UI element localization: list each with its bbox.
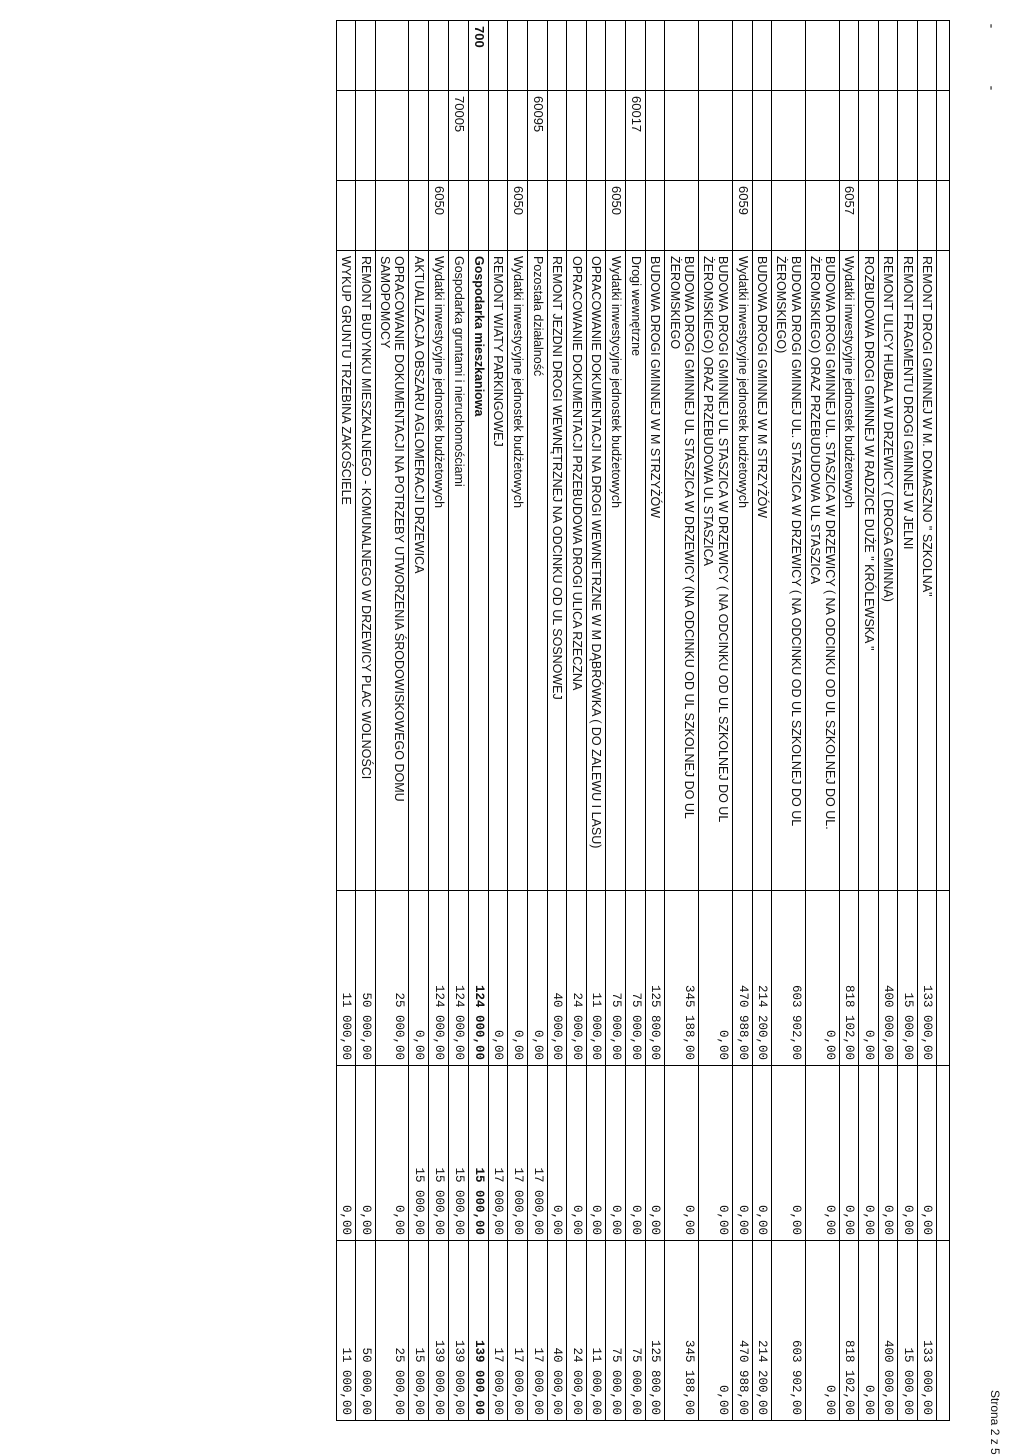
amount-after-change-cell: 603 902,00 [772,1241,806,1421]
amount-plan-cell: 125 800,00 [645,891,664,1066]
dzial-cell [772,21,806,91]
amount-change-cell [937,1066,950,1241]
description-cell: BUDOWA DROGI GMINNEJ W M STRZYŻÓW [752,251,771,891]
budget-table-container [90,20,950,1420]
amount-change-cell: 15 000,00 [448,1066,468,1241]
description-cell: Gospodarka mieszkaniowa [468,251,488,891]
amount-plan-cell: 400 000,00 [878,891,897,1066]
paragraf-cell [625,181,645,251]
amount-change-cell: 0,00 [839,1066,859,1241]
dzial-cell [805,21,839,91]
amount-plan-cell: 11 000,00 [336,891,355,1066]
rozdzial-cell [606,91,626,181]
rozdzial-cell [878,91,897,181]
amount-change-cell: 17 000,00 [527,1066,547,1241]
dzial-cell [878,21,897,91]
dzial-cell [606,21,626,91]
amount-plan-cell: 0,00 [409,891,428,1066]
rozdzial-cell [547,91,566,181]
rozdzial-cell [917,91,936,181]
rozdzial-cell [699,91,733,181]
amount-after-change-cell: 139 000,00 [428,1241,448,1421]
table-row [468,21,488,1421]
amount-change-cell: 15 000,00 [428,1066,448,1241]
rozdzial-cell [468,91,488,181]
rozdzial-cell: 60095 [527,91,547,181]
dzial-cell [527,21,547,91]
rozdzial-cell [772,91,806,181]
rozdzial-cell: 60017 [625,91,645,181]
amount-after-change-cell: 345 188,00 [665,1241,699,1421]
rozdzial-cell [645,91,664,181]
amount-after-change-cell: 0,00 [859,1241,878,1421]
dzial-cell [917,21,936,91]
amount-change-cell: 0,00 [375,1066,409,1241]
table-row [586,21,605,1421]
amount-plan-cell: 11 000,00 [586,891,605,1066]
table-row [508,21,528,1421]
paragraf-cell [375,181,409,251]
amount-plan-cell: 124 000,00 [448,891,468,1066]
rotated-page-area [90,20,950,1420]
table-row [898,21,917,1421]
amount-after-change-cell: 139 000,00 [468,1241,488,1421]
amount-change-cell: 0,00 [567,1066,586,1241]
amount-plan-cell: 603 902,00 [772,891,806,1066]
dzial-cell [752,21,771,91]
amount-after-change-cell: 470 988,00 [732,1241,752,1421]
rozdzial-cell [805,91,839,181]
amount-plan-cell: 124 000,00 [428,891,448,1066]
dzial-cell [567,21,586,91]
amount-after-change-cell: 24 000,00 [567,1241,586,1421]
rozdzial-cell [428,91,448,181]
amount-plan-cell: 24 000,00 [567,891,586,1066]
table-row [547,21,566,1421]
paragraf-cell: 6050 [508,181,528,251]
amount-change-cell: 17 000,00 [488,1066,507,1241]
dzial-cell [488,21,507,91]
amount-change-cell: 0,00 [547,1066,566,1241]
table-row [699,21,733,1421]
amount-plan-cell: 0,00 [699,891,733,1066]
description-cell: REMONT ULICY HUBALA W DRZEWICY ( DROGA GMINNA) [878,251,897,891]
table-row [606,21,626,1421]
dzial-cell [937,21,950,91]
table-body [336,21,949,1421]
amount-change-cell: 0,00 [859,1066,878,1241]
table-row [772,21,806,1421]
dzial-cell: 700 [468,21,488,91]
budget-table [336,20,950,1421]
amount-after-change-cell: 50 000,00 [356,1241,375,1421]
amount-plan-cell: 345 188,00 [665,891,699,1066]
dzial-cell [448,21,468,91]
description-cell: OPRACOWANIE DOKUMENTACJI NA POTRZEBY UTWORZENIA ŚRODOWISKOWEGO DOMU SAMOPOMOCY [375,251,409,891]
amount-plan-cell: 133 000,00 [917,891,936,1066]
description-cell: Wydatki inwestycyjne jednostek budżetowych [732,251,752,891]
dzial-cell [839,21,859,91]
table-row [336,21,355,1421]
table-row [732,21,752,1421]
table-row [937,21,950,1421]
rozdzial-cell [937,91,950,181]
amount-change-cell: 0,00 [606,1066,626,1241]
rozdzial-cell [356,91,375,181]
description-cell: ROZBUDOWA DROGI GMINNEJ W RADZICE DUŻE " KRÓLEWSKA " [859,251,878,891]
paragraf-cell: 6057 [839,181,859,251]
amount-plan-cell: 470 988,00 [732,891,752,1066]
amount-change-cell: 0,00 [805,1066,839,1241]
rozdzial-cell [586,91,605,181]
paragraf-cell [878,181,897,251]
dzial-cell [625,21,645,91]
rozdzial-cell [752,91,771,181]
rozdzial-cell [859,91,878,181]
amount-change-cell: 15 000,00 [409,1066,428,1241]
amount-change-cell: 0,00 [625,1066,645,1241]
amount-change-cell: 0,00 [699,1066,733,1241]
amount-plan-cell: 124 000,00 [468,891,488,1066]
rozdzial-cell [839,91,859,181]
paragraf-cell: 6059 [732,181,752,251]
description-cell: Wydatki inwestycyjne jednostek budżetowych [839,251,859,891]
rozdzial-cell [665,91,699,181]
rozdzial-cell [732,91,752,181]
paragraf-cell [409,181,428,251]
amount-plan-cell: 50 000,00 [356,891,375,1066]
paragraf-cell [547,181,566,251]
amount-change-cell: 0,00 [356,1066,375,1241]
paragraf-cell [468,181,488,251]
amount-after-change-cell: 17 000,00 [488,1241,507,1421]
paragraf-cell [567,181,586,251]
table-row [527,21,547,1421]
dzial-cell [665,21,699,91]
table-row [448,21,468,1421]
dzial-cell [336,21,355,91]
amount-change-cell: 15 000,00 [468,1066,488,1241]
paragraf-cell [356,181,375,251]
dzial-cell [547,21,566,91]
description-cell: Wydatki inwestycyjne jednostek budżetowych [428,251,448,891]
amount-change-cell: 0,00 [878,1066,897,1241]
paragraf-cell [488,181,507,251]
paragraf-cell [336,181,355,251]
description-cell: REMONT FRAGMENTU DROGI GMINNEJ W JELNI [898,251,917,891]
description-cell: Gospodarka gruntami i nieruchomościami [448,251,468,891]
paragraf-cell [859,181,878,251]
paragraf-cell [645,181,664,251]
amount-plan-cell: 214 200,00 [752,891,771,1066]
amount-plan-cell: 0,00 [859,891,878,1066]
rozdzial-cell [409,91,428,181]
amount-after-change-cell: 11 000,00 [586,1241,605,1421]
table-row [917,21,936,1421]
description-cell: OPRACOWANIE DOKUMENTACJI NA DROGI WEWNETRZNE W M DĄBRÓWKA ( DO ZALEWU I LASU) [586,251,605,891]
amount-after-change-cell: 40 000,00 [547,1241,566,1421]
description-cell: BUDOWA DROGI GMINNEJ W M STRZYŻÓW [645,251,664,891]
description-cell [937,251,950,891]
table-row [356,21,375,1421]
description-cell: BUDOWA DROGI GMINNEJ UL STASZICA W DRZEWICY (NA ODCINKU OD UL SZKOLNEJ DO UL ŻEROMSKIEGO [665,251,699,891]
amount-plan-cell: 818 102,00 [839,891,859,1066]
paragraf-cell [665,181,699,251]
paragraf-cell: 6050 [428,181,448,251]
dzial-cell [699,21,733,91]
scan-mark: - [984,23,1001,29]
paragraf-cell: 6050 [606,181,626,251]
paragraf-cell [898,181,917,251]
amount-after-change-cell: 818 102,00 [839,1241,859,1421]
dzial-cell [586,21,605,91]
amount-after-change-cell: 400 000,00 [878,1241,897,1421]
paragraf-cell [805,181,839,251]
amount-change-cell: 0,00 [917,1066,936,1241]
paragraf-cell [937,181,950,251]
scan-mark: - [984,85,1001,91]
table-row [805,21,839,1421]
amount-after-change-cell [937,1241,950,1421]
amount-plan-cell: 0,00 [488,891,507,1066]
amount-plan-cell: 0,00 [508,891,528,1066]
table-row [375,21,409,1421]
table-row [625,21,645,1421]
table-row [409,21,428,1421]
amount-change-cell: 0,00 [898,1066,917,1241]
description-cell: BUDOWA DROGI GMINNEJ UL STASZICA W DRZEWICY ( NA ODCINKU OD UL SZKOLNEJ DO UL ŻEROMSKIEGO) ORAZ PRZEBUDOWA UL STASZICA [699,251,733,891]
amount-after-change-cell: 75 000,00 [625,1241,645,1421]
amount-change-cell: 0,00 [336,1066,355,1241]
table-row [878,21,897,1421]
amount-plan-cell [937,891,950,1066]
amount-plan-cell: 75 000,00 [606,891,626,1066]
amount-after-change-cell: 15 000,00 [409,1241,428,1421]
amount-after-change-cell: 15 000,00 [898,1241,917,1421]
dzial-cell [732,21,752,91]
dzial-cell [428,21,448,91]
dzial-cell [645,21,664,91]
rozdzial-cell [336,91,355,181]
paragraf-cell [586,181,605,251]
amount-plan-cell: 0,00 [805,891,839,1066]
rozdzial-cell [375,91,409,181]
dzial-cell [508,21,528,91]
amount-change-cell: 0,00 [732,1066,752,1241]
rozdzial-cell [488,91,507,181]
table-row [839,21,859,1421]
paragraf-cell [527,181,547,251]
amount-plan-cell: 75 000,00 [625,891,645,1066]
amount-after-change-cell: 25 000,00 [375,1241,409,1421]
rozdzial-cell: 70005 [448,91,468,181]
page-number-label: Strona 2 z 5 [988,1390,1002,1455]
table-row [859,21,878,1421]
amount-change-cell: 0,00 [665,1066,699,1241]
description-cell: REMONT WIATY PARKINGOWEJ [488,251,507,891]
amount-change-cell: 0,00 [645,1066,664,1241]
description-cell: AKTUALIZACJA OBSZARU AGLOMERACJI DRZEWICA [409,251,428,891]
paragraf-cell [448,181,468,251]
dzial-cell [356,21,375,91]
dzial-cell [898,21,917,91]
table-row [567,21,586,1421]
rozdzial-cell [508,91,528,181]
dzial-cell [859,21,878,91]
description-cell: OPRACOWANIE DOKUMENTACJI PRZEBUDOWA DROGI ULICA RZECZNA [567,251,586,891]
amount-plan-cell: 15 000,00 [898,891,917,1066]
paragraf-cell [699,181,733,251]
amount-after-change-cell: 214 200,00 [752,1241,771,1421]
description-cell: REMONT BUDYNKU MIESZKALNEGO - KOMUNALNEGO W DRZEWICY PLAC WOLNOŚCI [356,251,375,891]
description-cell: WYKUP GRUNTU TRZEBINA ZAKOŚCIELE [336,251,355,891]
paragraf-cell [772,181,806,251]
amount-change-cell: 0,00 [586,1066,605,1241]
amount-change-cell: 0,00 [752,1066,771,1241]
amount-after-change-cell: 0,00 [699,1241,733,1421]
amount-after-change-cell: 17 000,00 [527,1241,547,1421]
dzial-cell [375,21,409,91]
rozdzial-cell [567,91,586,181]
amount-after-change-cell: 0,00 [805,1241,839,1421]
description-cell: BUDOWA DROGI GMINNEJ UL. STASZICA W DRZEWICY ( NA ODCINKU OD UL SZKOLNEJ DO UL ŻEROMSKIEGO) [772,251,806,891]
table-row [665,21,699,1421]
description-cell: Drogi wewnętrzne [625,251,645,891]
table-row [488,21,507,1421]
description-cell: REMONT DROGI GMINNEJ W M. DOMASZNO " SZKOLNA" [917,251,936,891]
amount-change-cell: 17 000,00 [508,1066,528,1241]
description-cell: Wydatki inwestycyjne jednostek budżetowych [508,251,528,891]
table-row [752,21,771,1421]
amount-change-cell: 0,00 [772,1066,806,1241]
amount-after-change-cell: 75 000,00 [606,1241,626,1421]
description-cell: Pozostała działalność [527,251,547,891]
paragraf-cell [917,181,936,251]
table-row [645,21,664,1421]
dzial-cell [409,21,428,91]
table-row [428,21,448,1421]
description-cell: BUDOWA DROGI GMINNEJ UL. STASZICA W DRZEWICY ( NA ODCINKU OD UL SZKOLNEJ DO UL. ŻEROMSKIEGO) ORAZ PRZEBUDUDOWA UL STASZICA [805,251,839,891]
amount-after-change-cell: 133 000,00 [917,1241,936,1421]
amount-plan-cell: 40 000,00 [547,891,566,1066]
amount-after-change-cell: 11 000,00 [336,1241,355,1421]
description-cell: Wydatki inwestycyjne jednostek budżetowych [606,251,626,891]
amount-plan-cell: 25 000,00 [375,891,409,1066]
rozdzial-cell [898,91,917,181]
amount-after-change-cell: 125 800,00 [645,1241,664,1421]
amount-after-change-cell: 17 000,00 [508,1241,528,1421]
amount-after-change-cell: 139 000,00 [448,1241,468,1421]
description-cell: REMONT JEZDNI DROGI WEWNĘTRZNEJ NA ODCINKU OD UL SOSNOWEJ [547,251,566,891]
amount-plan-cell: 0,00 [527,891,547,1066]
paragraf-cell [752,181,771,251]
